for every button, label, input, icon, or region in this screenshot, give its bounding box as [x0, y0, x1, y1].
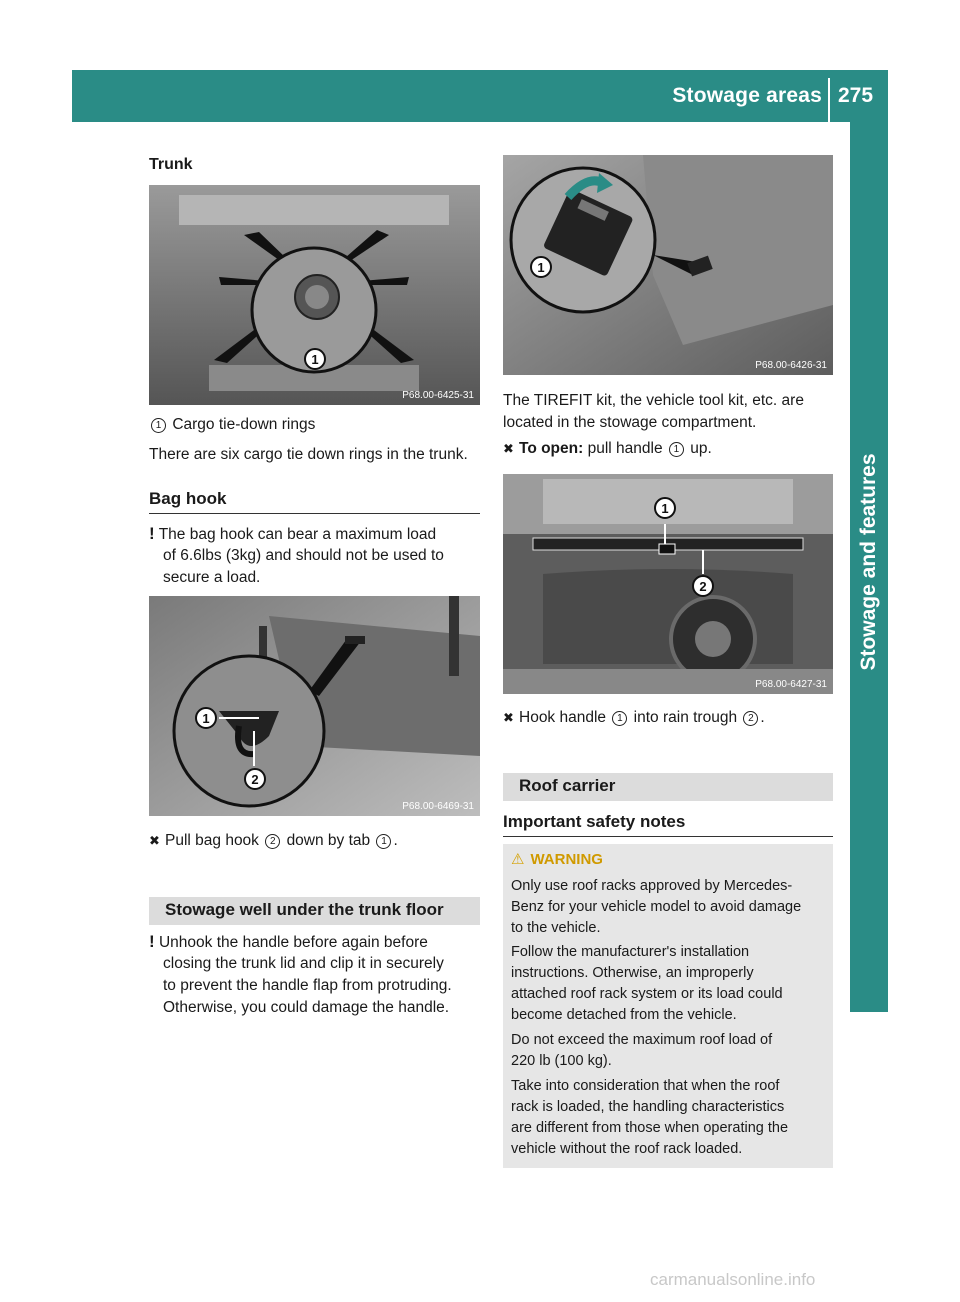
callout-1-icon: 1 [151, 418, 166, 433]
bag-hook-image [149, 596, 480, 816]
pull-step: ✖ Pull bag hook 2 down by tab 1 . [149, 830, 398, 852]
well-note-line: Unhook the handle before again before [158, 934, 428, 951]
step-bold: To open: [519, 440, 584, 457]
bag-note-line: secure a load. [163, 569, 261, 586]
tirefit-text-1: The TIREFIT kit, the vehicle tool kit, etc. are [503, 392, 804, 409]
image-ref: P68.00-6425-31 [402, 390, 474, 401]
warning-line: instructions. Otherwise, an improperly [511, 965, 754, 981]
section-band [149, 897, 480, 925]
step-text: up. [690, 440, 712, 457]
bag-hook-heading: Bag hook [149, 489, 227, 508]
warning-triangle-icon: ⚠ [511, 851, 525, 868]
callout-1-icon: 1 [376, 834, 391, 849]
warning-box [503, 844, 833, 1168]
step-text: Pull bag hook [165, 832, 259, 849]
svg-text:2: 2 [251, 772, 259, 787]
step-arrow-icon: ✖ [149, 833, 160, 848]
stowage-compartment-image [503, 155, 833, 375]
step-arrow-icon: ✖ [503, 441, 514, 456]
legend-item-1 [149, 414, 315, 436]
svg-text:1: 1 [661, 501, 669, 516]
well-note-line: closing the trunk lid and clip it in securely [163, 955, 444, 972]
warning-line: 220 lb (100 kg). [511, 1053, 612, 1069]
bag-note-line: of 6.6lbs (3kg) and should not be used to [163, 547, 444, 564]
warning-line: to the vehicle. [511, 920, 601, 936]
well-heading: Stowage well under the trunk floor [165, 900, 444, 919]
callout-2-icon: 2 [265, 834, 280, 849]
warning-line: Follow the manufacturer's installation [511, 944, 750, 960]
rain-trough-image [503, 474, 833, 694]
well-note-line: to prevent the handle flap from protruding. [163, 977, 452, 994]
warning-header [511, 850, 603, 868]
chapter-label: Stowage and features [857, 453, 880, 671]
svg-text:2: 2 [699, 579, 707, 594]
image-ref: P68.00-6427-31 [755, 679, 827, 690]
warning-line: are different from those when operating the [511, 1120, 789, 1136]
open-step [503, 438, 712, 460]
svg-text:1: 1 [202, 711, 210, 726]
header-divider [828, 78, 830, 122]
heading-rule [503, 836, 833, 837]
chapter-sidebar [850, 122, 888, 1012]
well-note-line: Otherwise, you could damage the handle. [163, 999, 450, 1016]
tirefit-text-2: located in the stowage compartment. [503, 414, 757, 431]
page-number: 275 [838, 84, 874, 107]
roof-heading: Roof carrier [519, 776, 616, 795]
section-title: Stowage areas [672, 84, 822, 107]
step-text: into rain trough [633, 709, 738, 726]
image-ref: P68.00-6469-31 [402, 801, 474, 812]
warning-line: Benz for your vehicle model to avoid damage [511, 899, 802, 915]
callout-2-icon: 2 [743, 711, 758, 726]
warning-line: rack is loaded, the handling characteristics [511, 1099, 785, 1115]
step-arrow-icon: ✖ [503, 710, 514, 725]
bag-note-line: The bag hook can bear a maximum load [158, 526, 437, 543]
warning-title: WARNING [530, 851, 603, 868]
svg-text:1: 1 [537, 260, 545, 275]
heading-rule [149, 513, 480, 514]
bag-note [149, 523, 436, 546]
warning-line: Only use roof racks approved by Mercedes- [511, 878, 793, 894]
hook-step: ✖ Hook handle 1 into rain trough 2 . [503, 707, 765, 729]
callout-1-icon: 1 [612, 711, 627, 726]
step-text: down by tab [286, 832, 371, 849]
trunk-text: There are six cargo tie down rings in the trunk. [149, 446, 468, 463]
page-header [72, 70, 888, 122]
notice-icon: ! [149, 932, 155, 951]
well-note [149, 931, 428, 954]
step-text: pull handle [587, 440, 663, 457]
warning-line: become detached from the vehicle. [511, 1007, 737, 1023]
image-ref: P68.00-6426-31 [755, 360, 827, 371]
callout-1-icon: 1 [669, 442, 684, 457]
warning-line: Take into consideration that when the roof [511, 1078, 780, 1094]
trunk-tie-down-image [149, 185, 480, 405]
warning-line: Do not exceed the maximum roof load of [511, 1032, 773, 1048]
warning-line: attached roof rack system or its load could [511, 986, 783, 1002]
watermark-url[interactable]: carmanualsonline.info [650, 1270, 816, 1289]
safety-heading: Important safety notes [503, 812, 686, 831]
warning-line: vehicle without the roof rack loaded. [511, 1141, 743, 1157]
section-band [503, 773, 833, 801]
step-text: Hook handle [519, 709, 607, 726]
svg-text:1: 1 [311, 352, 319, 367]
trunk-heading: Trunk [149, 156, 193, 173]
notice-icon: ! [149, 524, 155, 543]
legend-label: Cargo tie-down rings [172, 416, 316, 433]
